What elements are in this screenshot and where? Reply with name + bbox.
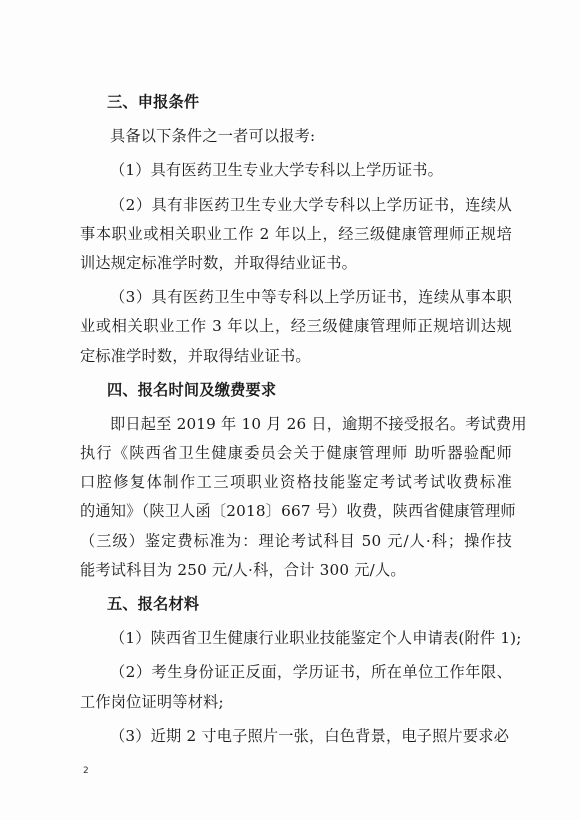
page-number: 2 bbox=[83, 766, 89, 776]
text-line: （1）具有医药卫生专业大学专科以上学历证书。 bbox=[110, 161, 444, 180]
text-line: （三级）鉴定费标准为：理论考试科目 50 元/人·科；操作技 bbox=[80, 531, 512, 550]
paragraph bbox=[80, 156, 512, 185]
text-line: 训达规定标准学时数，并取得结业证书。 bbox=[80, 253, 357, 272]
paragraph bbox=[80, 283, 512, 371]
document-body bbox=[80, 88, 527, 751]
text-line: （3）具有医药卫生中等专科以上学历证书，连续从事本职 bbox=[110, 288, 512, 307]
text-line: 业或相关职业工作 3 年以上，经三级健康管理师正规培训达规 bbox=[80, 317, 512, 336]
text-line: （2）考生身份证正反面，学历证书，所在单位工作年限、 bbox=[110, 663, 512, 682]
paragraph bbox=[80, 191, 512, 279]
text-line: （1）陕西省卫生健康行业职业技能鉴定个人申请表(附件 1); bbox=[110, 629, 522, 648]
text-line: 口腔修复体制作工三项职业资格技能鉴定考试考试收费标准 bbox=[80, 473, 512, 492]
text-line: 具备以下条件之一者可以报考: bbox=[110, 127, 316, 146]
text-line: 工作岗位证明等材料; bbox=[80, 692, 224, 711]
text-line: 事本职业或相关职业工作 2 年以上，经三级健康管理师正规培 bbox=[80, 224, 512, 243]
section-heading: 四、报名时间及缴费要求 bbox=[107, 380, 277, 399]
section-heading: 三、申报条件 bbox=[107, 93, 200, 111]
text-line: 即日起至 2019 年 10 月 26 日，逾期不接受报名。考试费用 bbox=[110, 414, 527, 433]
text-line: 执行《陕西省卫生健康委员会关于健康管理师 助听器验配师 bbox=[80, 444, 512, 463]
paragraph bbox=[80, 624, 522, 653]
text-line: 能考试科目为 250 元/人·科，合计 300 元/人。 bbox=[80, 560, 406, 579]
text-line: 定标准学时数，并取得结业证书。 bbox=[80, 346, 311, 365]
paragraph bbox=[80, 658, 512, 716]
paragraph bbox=[80, 722, 512, 751]
section-heading: 五、报名材料 bbox=[107, 595, 200, 613]
text-line: （2）具有非医药卫生专业大学专科以上学历证书，连续从 bbox=[110, 195, 512, 214]
paragraph bbox=[80, 122, 512, 151]
paragraph bbox=[80, 410, 527, 585]
text-line: （3）近期 2 寸电子照片一张，白色背景，电子照片要求必 bbox=[110, 726, 510, 745]
text-line: 的通知》（陕卫人函〔2018〕667 号）收费，陕西省健康管理师 bbox=[80, 502, 516, 521]
